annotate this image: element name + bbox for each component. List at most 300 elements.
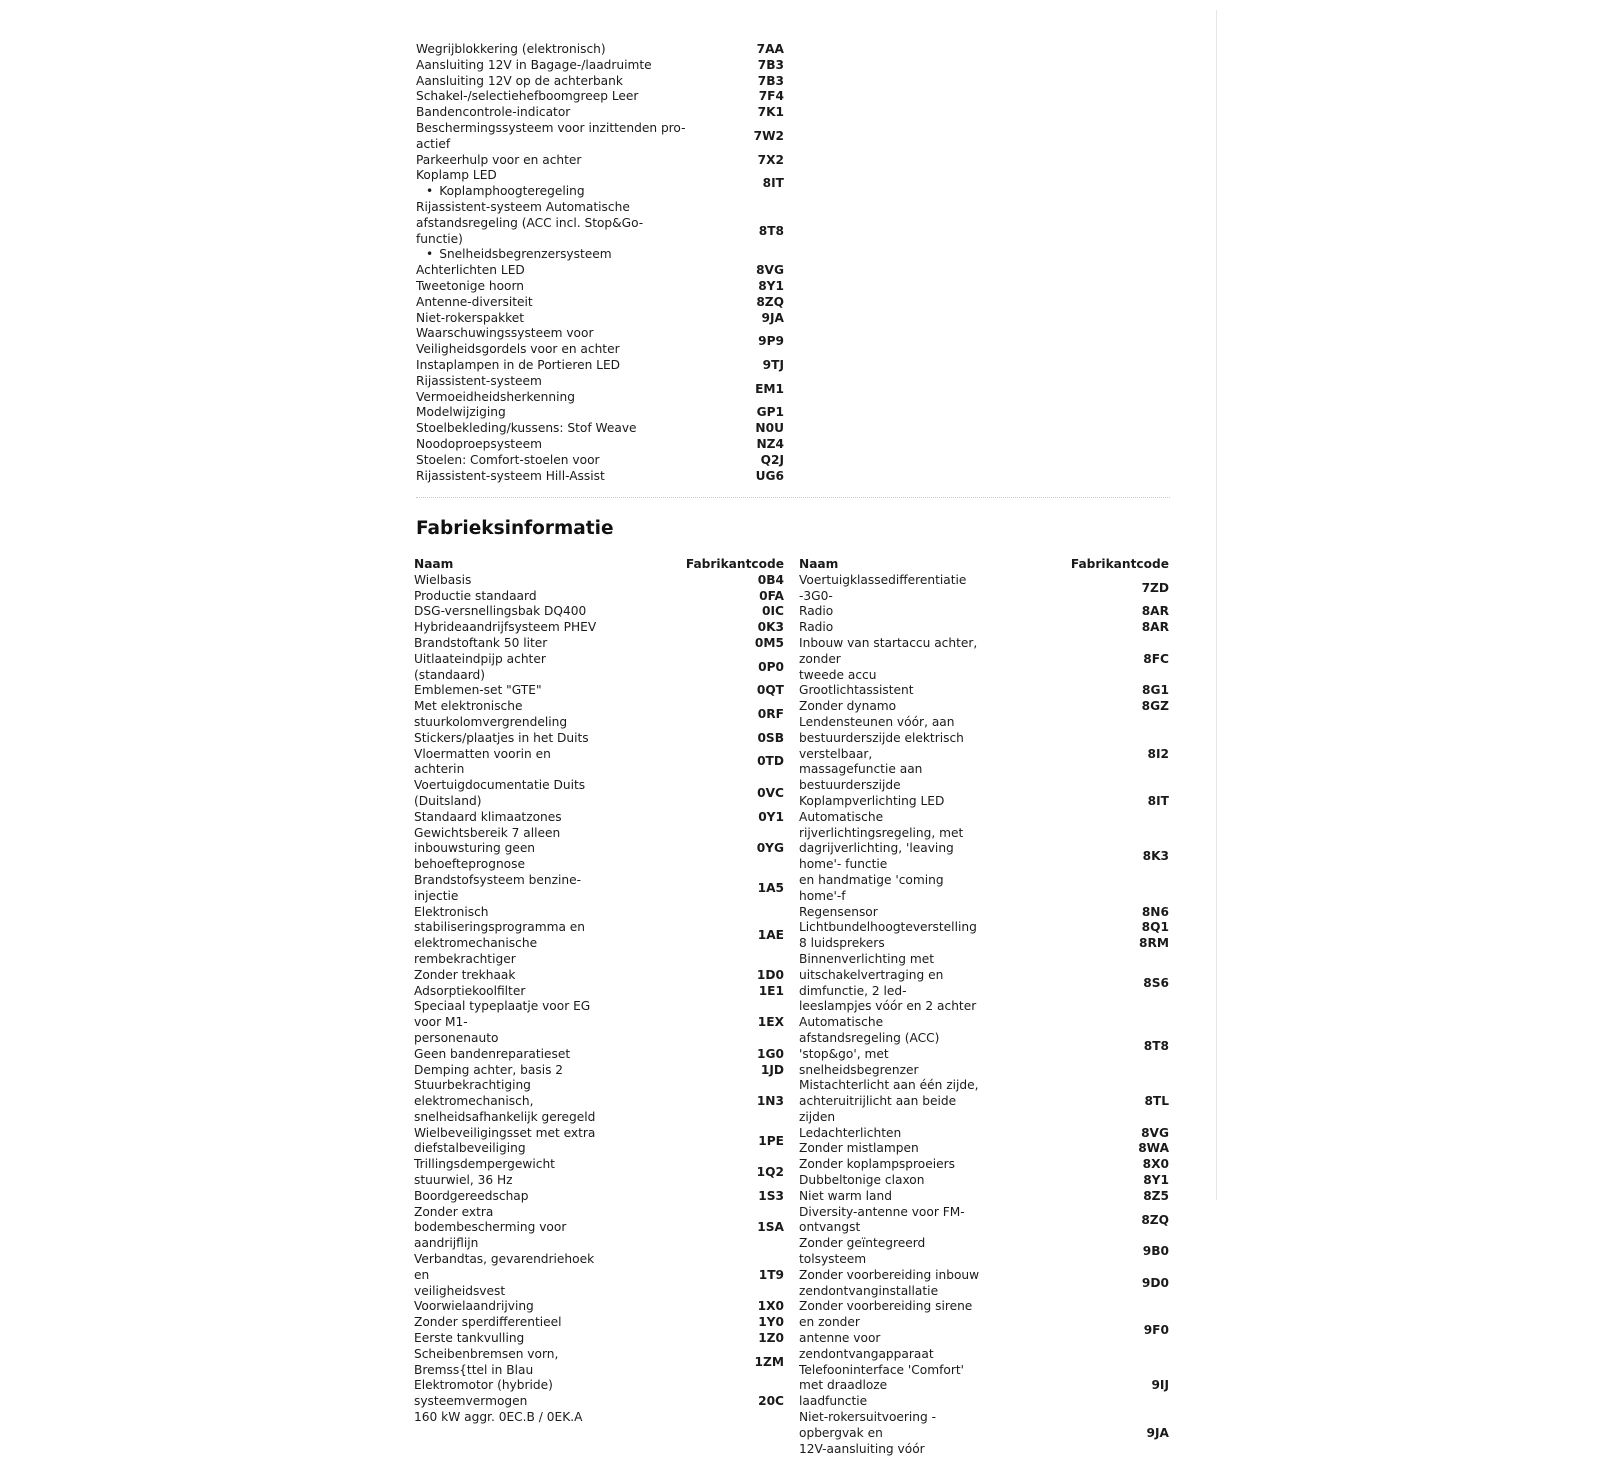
item-name: Zonder extra bodembescherming voor aandrijflijn	[414, 1204, 567, 1251]
item-code: 8Z5	[1143, 1188, 1169, 1203]
item-code: 8ZQ	[756, 294, 784, 309]
item-name: Parkeerhulp voor en achter	[416, 152, 582, 167]
table-row	[414, 731, 784, 747]
item-name: Regensensor	[799, 904, 878, 919]
item-code: 0IC	[762, 604, 784, 619]
item-code: N0U	[755, 421, 784, 436]
item-code: GP1	[756, 405, 784, 420]
item-code: 8ZQ	[1141, 1212, 1169, 1227]
item-code: 1X0	[757, 1299, 784, 1314]
item-name-cell	[414, 1063, 599, 1079]
table-row	[416, 153, 784, 169]
table-row	[414, 1063, 784, 1079]
item-code: 7X2	[757, 152, 784, 167]
item-name: Grootlichtassistent	[799, 683, 914, 698]
item-name-cell	[414, 1205, 599, 1252]
item-code: 8IT	[1147, 793, 1169, 808]
item-name-cell	[416, 121, 716, 153]
table-row	[414, 999, 784, 1046]
item-name-cell	[416, 326, 716, 358]
item-name: Rijassistent-systeem Hill-Assist	[416, 468, 605, 483]
item-name: Productie standaard	[414, 588, 537, 603]
sub-item: • Snelheidsbegrenzersysteem	[416, 247, 716, 263]
item-code: 8TL	[1144, 1094, 1169, 1109]
table-row	[416, 263, 784, 279]
item-name: Mistachterlicht aan één zijde, achteruitrijlicht aan beide zijden	[799, 1078, 979, 1124]
item-code: 8Q1	[1141, 920, 1169, 935]
item-name: Voorwielaandrijving	[414, 1299, 534, 1314]
item-code: 8FC	[1143, 651, 1169, 666]
item-name-cell	[799, 1141, 984, 1157]
item-code: 1T9	[758, 1267, 784, 1282]
table-row	[799, 1141, 1169, 1157]
options-list-body	[416, 42, 784, 484]
item-name-cell	[414, 810, 599, 826]
item-name: Wielbasis	[414, 572, 472, 587]
item-name-cell	[799, 1236, 984, 1268]
table-row	[414, 636, 784, 652]
item-name: Lendensteunen vóór, aan bestuurderszijde elektrisch verstelbaar, massagefunctie aan bestuurderszijde	[799, 714, 964, 793]
table-row	[799, 715, 1169, 794]
item-name: Aansluiting 12V in Bagage-/laadruimte	[416, 57, 652, 72]
table-row	[414, 573, 784, 589]
table-row	[416, 374, 784, 406]
item-name: Gewichtsbereik 7 alleen inbouwsturing geen behoefteprognose	[414, 825, 561, 872]
item-name: Inbouw van startaccu achter, zonder tweede accu	[799, 635, 978, 682]
item-name: Geen bandenreparatieset	[414, 1046, 571, 1061]
item-name: Verbandtas, gevarendriehoek en veiligheidsvest	[414, 1252, 595, 1298]
item-name: Boordgereedschap	[414, 1188, 529, 1203]
item-name-cell	[799, 1299, 984, 1362]
item-name: Zonder trekhaak	[414, 967, 516, 982]
item-name-cell	[799, 920, 984, 936]
item-code: Q2J	[760, 452, 784, 467]
item-name-cell	[416, 405, 716, 421]
item-name-cell	[414, 905, 599, 968]
item-name-cell	[414, 731, 599, 747]
item-name: Koplampverlichting LED	[799, 793, 945, 808]
item-code: 1S3	[758, 1188, 784, 1203]
table-row	[799, 952, 1169, 1015]
item-code: 9F0	[1143, 1323, 1169, 1338]
item-code: 1AE	[757, 928, 784, 943]
item-code: 8G1	[1142, 683, 1169, 698]
table-row	[799, 1268, 1169, 1300]
item-name: Emblemen-set "GTE"	[414, 683, 542, 698]
item-name: Lichtbundelhoogteverstelling	[799, 920, 977, 935]
table-row	[416, 121, 784, 153]
item-code: 9JA	[1146, 1425, 1169, 1440]
item-code: EM1	[755, 381, 784, 396]
table-row	[416, 58, 784, 74]
item-code: 0P0	[758, 659, 784, 674]
item-name: Automatische afstandsregeling (ACC) 'stop&go', met snelheidsbegrenzer	[799, 1015, 940, 1077]
factory-table-left	[414, 557, 784, 1426]
item-name-cell	[414, 999, 599, 1046]
item-name: Radio	[799, 620, 834, 635]
table-row	[416, 168, 784, 200]
item-name: Antenne-diversiteit	[416, 294, 533, 309]
item-name: Standaard klimaatzones	[414, 809, 562, 824]
item-name-cell	[414, 1157, 599, 1189]
item-code: 9D0	[1141, 1275, 1169, 1290]
item-name-cell	[414, 699, 599, 731]
item-name: Elektronisch stabiliseringsprogramma en elektromechanische rembekrachtiger	[414, 904, 586, 966]
item-code: UG6	[755, 468, 784, 483]
item-code: 1Q2	[756, 1165, 784, 1180]
item-code: 1A5	[757, 880, 784, 895]
item-name: Niet-rokersuitvoering - opbergvak en 12V-aansluiting vóór	[799, 1410, 937, 1456]
item-name: Voertuigklassedifferentiatie -3G0-	[799, 572, 967, 603]
item-code: 0YG	[756, 841, 784, 856]
item-name: Instaplampen in de Portieren LED	[416, 357, 621, 372]
table-row	[416, 469, 784, 485]
item-name: Schakel-/selectiehefboomgreep Leer	[416, 89, 639, 104]
item-name-cell	[414, 1189, 599, 1205]
item-name-cell	[799, 1268, 984, 1300]
item-name-cell	[416, 295, 716, 311]
item-code: 7B3	[757, 73, 784, 88]
table-row	[414, 826, 784, 873]
item-code: 8X0	[1142, 1157, 1169, 1172]
factory-left-body	[414, 573, 784, 1426]
table-row	[799, 920, 1169, 936]
item-name-cell	[799, 794, 984, 810]
item-code: 8WA	[1138, 1141, 1169, 1156]
item-name: Achterlichten LED	[416, 263, 525, 278]
item-name-cell	[416, 374, 716, 406]
table-row	[799, 620, 1169, 636]
item-code: 0Y1	[758, 809, 784, 824]
item-name: Zonder koplampsproeiers	[799, 1157, 955, 1172]
item-code: 0VC	[757, 786, 784, 801]
item-name-cell	[799, 715, 984, 794]
table-row	[414, 905, 784, 968]
table-row	[414, 968, 784, 984]
item-name: Ledachterlichten	[799, 1125, 902, 1140]
item-name: Voertuigdocumentatie Duits (Duitsland)	[414, 778, 586, 808]
item-name: Zonder dynamo	[799, 699, 897, 714]
item-code: 8VG	[1141, 1125, 1169, 1140]
item-name: Stuurbekrachtiging elektromechanisch, snelheidsafhankelijk geregeld	[414, 1078, 596, 1124]
item-code: 8K3	[1142, 849, 1169, 864]
table-row	[414, 1252, 784, 1299]
table-row	[799, 936, 1169, 952]
item-name-cell	[414, 620, 599, 636]
table-row	[799, 683, 1169, 699]
item-name-cell	[414, 1078, 599, 1125]
item-name: Niet warm land	[799, 1188, 892, 1203]
table-row	[416, 105, 784, 121]
item-name: Stickers/plaatjes in het Duits	[414, 730, 589, 745]
item-code: 8Y1	[758, 278, 784, 293]
item-name-cell	[799, 1205, 984, 1237]
table-row	[416, 74, 784, 90]
table-row	[799, 636, 1169, 683]
table-row	[414, 589, 784, 605]
item-name: Zonder voorbereiding sirene en zonder antenne voor zendontvangapparaat	[799, 1299, 973, 1361]
item-code: 0QT	[756, 683, 784, 698]
item-name-cell	[799, 1173, 984, 1189]
table-row	[414, 1078, 784, 1125]
item-code: 8S6	[1143, 975, 1169, 990]
table-row	[416, 421, 784, 437]
item-name-cell	[416, 263, 716, 279]
item-name-cell	[799, 699, 984, 715]
table-row	[799, 905, 1169, 921]
item-code: 7K1	[757, 105, 784, 120]
item-code: 1PE	[758, 1133, 784, 1148]
table-row	[414, 1315, 784, 1331]
table-row	[416, 311, 784, 327]
table-row	[416, 295, 784, 311]
section-divider	[416, 497, 1170, 498]
item-name: DSG-versnellingsbak DQ400	[414, 604, 587, 619]
item-name-cell	[416, 105, 716, 121]
table-row	[799, 794, 1169, 810]
table-row	[414, 1047, 784, 1063]
item-name: Noodoproepsysteem	[416, 436, 542, 451]
item-name-cell	[799, 952, 984, 1015]
item-name: Uitlaateindpijp achter (standaard)	[414, 651, 546, 682]
item-name: Stoelbekleding/kussens: Stof Weave	[416, 421, 637, 436]
item-code: 7AA	[756, 42, 784, 56]
table-row	[414, 1378, 784, 1425]
item-name: Niet-rokerspakket	[416, 310, 525, 325]
item-name: Zonder mistlampen	[799, 1141, 919, 1156]
item-name-cell	[416, 42, 716, 58]
item-name-cell	[414, 1378, 599, 1425]
item-code: 9P9	[758, 334, 784, 349]
item-name: Binnenverlichting met uitschakelvertraging en dimfunctie, 2 led- leeslampjes vóór en 2 achter	[799, 951, 977, 1014]
table-row	[414, 604, 784, 620]
item-name-cell	[414, 604, 599, 620]
table-row	[416, 42, 784, 58]
item-name: Wielbeveiligingsset met extra diefstalbeveiliging	[414, 1125, 596, 1156]
item-name-cell	[414, 984, 599, 1000]
table-row	[799, 1173, 1169, 1189]
table-row	[414, 620, 784, 636]
table-row	[416, 89, 784, 105]
item-name: Brandstoftank 50 liter	[414, 635, 548, 650]
item-code: 1SA	[757, 1220, 784, 1235]
factory-table-right	[799, 557, 1169, 1457]
item-name: Eerste tankvulling	[414, 1331, 525, 1346]
table-row	[414, 1347, 784, 1379]
item-name-cell	[414, 683, 599, 699]
item-name: Diversity-antenne voor FM-ontvangst	[799, 1204, 965, 1235]
item-code: 1JD	[760, 1062, 784, 1077]
name-column-header: Naam	[414, 557, 454, 571]
item-name-cell	[416, 421, 716, 437]
table-row	[799, 1299, 1169, 1362]
item-name-cell	[416, 469, 716, 485]
item-code: 8T8	[758, 223, 784, 238]
item-name-cell	[416, 358, 716, 374]
item-code: 7ZD	[1141, 580, 1169, 595]
item-code: 1Y0	[758, 1315, 784, 1330]
item-code: 1G0	[757, 1046, 784, 1061]
item-code: 8GZ	[1141, 699, 1169, 714]
table-row	[414, 1205, 784, 1252]
item-name: Automatische rijverlichtingsregeling, met dagrijverlichting, 'leaving home'- functie en handmatige 'coming home'-f	[799, 809, 964, 903]
item-name: 8 luidsprekers	[799, 936, 885, 951]
item-name-cell	[414, 1252, 599, 1299]
item-code: 8N6	[1141, 904, 1169, 919]
item-name-cell	[414, 747, 599, 779]
item-code: NZ4	[756, 436, 784, 451]
item-code: 7F4	[758, 89, 784, 104]
item-code: 1E1	[758, 983, 784, 998]
item-name: Adsorptiekoolfilter	[414, 983, 526, 998]
item-name-cell	[414, 1047, 599, 1063]
name-column-header: Naam	[799, 557, 839, 571]
item-name-cell	[799, 683, 984, 699]
item-name-cell	[414, 1347, 599, 1379]
item-name-cell	[414, 573, 599, 589]
table-header-row	[414, 557, 784, 573]
item-name: Hybrideaandrijfsysteem PHEV	[414, 620, 597, 635]
sub-item: • Koplamphoogteregeling	[416, 184, 716, 200]
table-row	[414, 1189, 784, 1205]
item-name-cell	[799, 604, 984, 620]
item-name-cell	[799, 1015, 984, 1078]
item-name-cell	[414, 826, 599, 873]
table-row	[414, 652, 784, 684]
table-row	[416, 326, 784, 358]
table-row	[416, 437, 784, 453]
item-name-cell	[799, 1189, 984, 1205]
item-name: Aansluiting 12V op de achterbank	[416, 73, 623, 88]
item-name-cell	[414, 778, 599, 810]
table-row	[416, 200, 784, 263]
table-row	[414, 778, 784, 810]
code-column-header: Fabrikantcode	[685, 557, 784, 571]
item-code: 1EX	[757, 1015, 784, 1030]
item-name: Radio	[799, 604, 834, 619]
item-code: 8T8	[1143, 1038, 1169, 1053]
item-name-cell	[416, 279, 716, 295]
item-name: Telefooninterface 'Comfort' met draadloze laadfunctie	[799, 1362, 964, 1409]
table-row	[799, 1236, 1169, 1268]
item-name-cell	[414, 873, 599, 905]
table-row	[799, 810, 1169, 905]
table-row	[799, 1189, 1169, 1205]
item-name-cell	[414, 1299, 599, 1315]
item-name: Rijassistent-systeem Vermoeidheidsherkenning	[416, 373, 575, 404]
item-name: Beschermingssysteem voor inzittenden pro- actief	[416, 120, 686, 151]
table-row	[414, 1126, 784, 1158]
item-name: Tweetonige hoorn	[416, 278, 525, 293]
item-name: Met elektronische stuurkolomvergrendeling	[414, 699, 568, 729]
table-row	[414, 683, 784, 699]
item-code: 8VG	[756, 263, 784, 278]
options-list	[416, 42, 784, 484]
item-name: Bandencontrole-indicator	[416, 105, 571, 120]
item-name-cell	[416, 89, 716, 105]
item-code: 9JA	[761, 310, 784, 325]
item-name-cell	[414, 589, 599, 605]
section-title: Fabrieksinformatie	[416, 518, 614, 539]
table-row	[414, 699, 784, 731]
item-name-cell	[416, 168, 716, 200]
item-name: Wegrijblokkering (elektronisch)	[416, 42, 606, 56]
item-name-cell	[799, 636, 984, 683]
table-row	[414, 1299, 784, 1315]
table-row	[416, 405, 784, 421]
code-column-header: Fabrikantcode	[1070, 557, 1169, 571]
table-row	[799, 1410, 1169, 1457]
item-name-cell	[416, 153, 716, 169]
item-name: Vloermatten voorin en achterin	[414, 746, 551, 777]
table-row	[799, 699, 1169, 715]
item-name-cell	[799, 620, 984, 636]
item-name-cell	[414, 652, 599, 684]
table-row	[799, 1157, 1169, 1173]
table-row	[799, 1363, 1169, 1410]
item-name-cell	[414, 1126, 599, 1158]
table-row	[416, 358, 784, 374]
table-row	[416, 279, 784, 295]
table-header-row	[799, 557, 1169, 573]
item-name: Zonder geïntegreerd tolsysteem	[799, 1236, 926, 1267]
item-name-cell	[416, 58, 716, 74]
item-name: Zonder sperdifferentieel	[414, 1315, 562, 1330]
item-name-cell	[416, 200, 716, 263]
item-code: 8AR	[1141, 604, 1169, 619]
table-row	[799, 573, 1169, 605]
table-row	[414, 1331, 784, 1347]
item-name-cell	[416, 453, 716, 469]
item-code: 8IT	[762, 176, 784, 191]
item-name: Trillingsdempergewicht stuurwiel, 36 Hz	[414, 1157, 555, 1188]
item-code: 0RF	[757, 707, 784, 722]
item-name: Speciaal typeplaatje voor EG voor M1- personenauto	[414, 999, 591, 1045]
table-row	[799, 1126, 1169, 1142]
item-name: Dubbeltonige claxon	[799, 1173, 925, 1188]
table-row	[416, 453, 784, 469]
item-code: 1ZM	[754, 1354, 784, 1369]
item-name: Demping achter, basis 2	[414, 1062, 564, 1077]
item-name-cell	[799, 905, 984, 921]
item-name-cell	[414, 968, 599, 984]
item-name-cell	[799, 573, 984, 605]
item-code: 1Z0	[758, 1331, 784, 1346]
item-name: Koplamp LED	[416, 168, 497, 183]
item-name: Elektromotor (hybride) systeemvermogen 160 kW aggr. 0EC.B / 0EK.A	[414, 1378, 583, 1425]
item-code: 0FA	[759, 588, 784, 603]
item-name-cell	[414, 1315, 599, 1331]
item-name: Waarschuwingssysteem voor Veiligheidsgordels voor en achter	[416, 326, 620, 357]
item-name-cell	[799, 936, 984, 952]
item-code: 1D0	[756, 967, 784, 982]
item-name-cell	[799, 810, 984, 905]
table-row	[414, 810, 784, 826]
page-edge	[1216, 10, 1217, 1200]
item-code: 0TD	[757, 754, 784, 769]
item-code: 8AR	[1141, 620, 1169, 635]
item-code: 0SB	[757, 730, 784, 745]
item-name: Brandstofsysteem benzine-injectie	[414, 872, 581, 903]
item-name-cell	[416, 311, 716, 327]
item-name-cell	[416, 437, 716, 453]
table-row	[799, 1205, 1169, 1237]
table-row	[799, 1078, 1169, 1125]
item-code: 7B3	[757, 57, 784, 72]
table-row	[414, 747, 784, 779]
item-name: Zonder voorbereiding inbouw zendontvanginstallatie	[799, 1267, 980, 1298]
table-row	[799, 604, 1169, 620]
